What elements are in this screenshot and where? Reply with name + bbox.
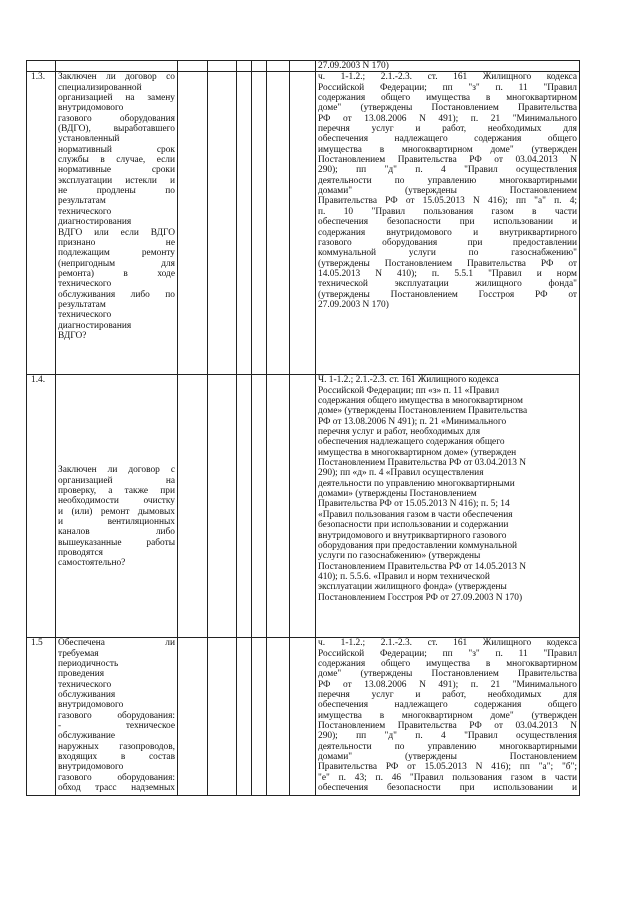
question-line: ремонта) в ходе bbox=[58, 268, 175, 279]
question-line: службы в случае, если bbox=[58, 155, 175, 166]
law-line: Российской Федерации; пп "з" п. 11 "Правил bbox=[318, 82, 577, 93]
question-line: периодичность bbox=[58, 659, 119, 670]
question-cell bbox=[56, 375, 178, 638]
law-line: газового оборудования при предоставлении bbox=[318, 237, 577, 248]
law-line: Постановлением Правительства РФ от 03.04.2013 N bbox=[318, 458, 526, 469]
answer-no-cell bbox=[208, 72, 237, 375]
law-line: безопасности при использовании и содержании bbox=[318, 520, 509, 531]
question-line: (ВДГО), выработавшего bbox=[58, 124, 175, 135]
law-line: деятельности по управлению многоквартирными bbox=[318, 175, 577, 186]
question-line: (непригодным для bbox=[58, 258, 175, 269]
row-number bbox=[27, 61, 56, 72]
question-line: проведения bbox=[58, 669, 105, 680]
answer-yes-cell bbox=[178, 375, 208, 638]
question-line: и вентиляционных bbox=[58, 517, 175, 528]
law-line: (утверждены Постановлением Госстроя РФ от bbox=[318, 289, 577, 300]
law-line: услуги по газоснабжению» (утверждены bbox=[318, 551, 481, 562]
law-line: 14.05.2013 N 410); п. 5.5.1 "Правил и норм bbox=[318, 268, 577, 279]
law-line: внутридомового и внутриквартирного газового bbox=[318, 530, 507, 541]
law-line: обеспечения надлежащего содержания общего bbox=[318, 437, 505, 448]
question-cell bbox=[56, 72, 178, 375]
table-row bbox=[27, 72, 580, 375]
law-line: имущества в многоквартирном доме» (утвержден bbox=[318, 447, 517, 458]
law-line: содержания общего имущества в многоквартирном bbox=[318, 396, 523, 407]
law-line: ч. 1-1.2.; 2.1.-2.3. ст. 161 Жилищного кодекса bbox=[318, 638, 577, 649]
law-line: содержания внутридомового и внутриквартирного bbox=[318, 227, 577, 238]
question-line: обслуживание bbox=[58, 731, 116, 742]
law-line: обеспечения безопасности при использовании и bbox=[318, 783, 577, 794]
answer-extra-cell bbox=[252, 638, 267, 796]
legal-basis-cell bbox=[316, 638, 580, 796]
law-line: доме» (утверждены Постановлением Правительства bbox=[318, 406, 528, 417]
question-line: и (или) ремонт дымовых bbox=[58, 506, 175, 517]
question-line: газового оборудования bbox=[58, 113, 175, 124]
question-line: технического bbox=[58, 206, 112, 217]
answer-na-cell bbox=[237, 72, 252, 375]
question-line: входящих в состав bbox=[58, 752, 175, 763]
law-line: перечня услуг и работ, необходимых для bbox=[318, 427, 481, 438]
law-line: Ч. 1-1.2.; 2.1.-2.3. ст. 161 Жилищного кодекса bbox=[318, 375, 499, 386]
answer-na-cell bbox=[237, 638, 252, 796]
question-line: обслуживания bbox=[58, 690, 116, 701]
question-line: внутридомового bbox=[58, 762, 124, 773]
law-line: перечня услуг и работ, необходимых для bbox=[318, 124, 577, 135]
question-line: каналов либо bbox=[58, 527, 175, 538]
law-line: ч. 1-1.2.; 2.1.-2.3. ст. 161 Жилищного кодекса bbox=[318, 72, 577, 83]
law-line: содержания общего имущества в многоквартирном bbox=[318, 659, 577, 670]
question-line: организацией на bbox=[58, 475, 175, 486]
question-line: ВДГО или если ВДГО bbox=[58, 227, 175, 238]
law-line: технической эксплуатации жилищного фонда" bbox=[318, 279, 577, 290]
question-line: самостоятельно? bbox=[58, 558, 126, 569]
question-line: требуемая bbox=[58, 648, 99, 659]
row-number: 1.3. bbox=[27, 72, 56, 375]
law-line: 27.09.2003 N 170) bbox=[318, 61, 389, 71]
law-line: домами" (утверждены Постановлением bbox=[318, 752, 577, 763]
table-row bbox=[27, 61, 580, 72]
law-line: РФ от 13.08.2006 N 491); п. 21 "Минимального bbox=[318, 679, 577, 690]
answer-comment-cell bbox=[290, 72, 316, 375]
table-row bbox=[27, 638, 580, 796]
answer-yes-cell bbox=[178, 61, 208, 72]
question-line: диагностирования bbox=[58, 217, 132, 228]
legal-basis-cell bbox=[316, 375, 580, 638]
answer-extra-cell bbox=[252, 375, 267, 638]
question-line: Заключен ли договор с bbox=[58, 465, 175, 476]
question-line: технического bbox=[58, 310, 112, 321]
law-line: содержания общего имущества в многоквартирном bbox=[318, 93, 577, 104]
answer-comment-cell bbox=[290, 61, 316, 72]
law-line: «Правил пользования газом в части обеспечения bbox=[318, 509, 513, 520]
answer-note-cell bbox=[267, 72, 290, 375]
law-line: Российской Федерации; пп «з» п. 11 «Правил bbox=[318, 385, 500, 396]
question-line: проверку, а также при bbox=[58, 486, 175, 497]
law-line: Правительства РФ от 15.05.2013 N 416); пп "а" п. 4; bbox=[318, 196, 577, 207]
law-line: (утверждены Постановлением Правительства РФ от bbox=[318, 258, 577, 269]
law-line: Правительства РФ от 15.05.2013 N 416); пп "а"; "б"; bbox=[318, 762, 577, 773]
question-line: результатам bbox=[58, 299, 106, 310]
law-line: Постановлением Госстроя РФ от 27.09.2003 N 170) bbox=[318, 592, 523, 603]
law-line: имущества в многоквартирном доме" (утвержден bbox=[318, 144, 577, 155]
question-line: внутридомового bbox=[58, 103, 124, 114]
answer-comment-cell bbox=[290, 375, 316, 638]
answer-yes-cell bbox=[178, 638, 208, 796]
law-line: п. 10 "Правил пользования газом в части bbox=[318, 206, 577, 217]
question-line: - техническое bbox=[58, 721, 175, 732]
law-line: РФ от 13.08.2006 N 491); п. 21 "Минимального bbox=[318, 113, 577, 124]
question-line: проводятся bbox=[58, 548, 103, 559]
law-line: доме" (утверждены Постановлением Правительства bbox=[318, 669, 577, 680]
question-line: вышеуказанные работы bbox=[58, 537, 175, 548]
question-line: обход трасс надземных bbox=[58, 783, 175, 794]
law-line: обеспечения безопасности при использовании и bbox=[318, 217, 577, 228]
question-line: технического bbox=[58, 679, 112, 690]
law-line: 290); пп «д» п. 4 «Правил осуществления bbox=[318, 468, 484, 479]
law-line: домами" (утверждены Постановлением bbox=[318, 186, 577, 197]
law-line: деятельности по управлению многоквартирными bbox=[318, 741, 577, 752]
answer-na-cell bbox=[237, 375, 252, 638]
answer-note-cell bbox=[267, 375, 290, 638]
question-line: внутридомового bbox=[58, 700, 124, 711]
answer-note-cell bbox=[267, 638, 290, 796]
question-line: ВДГО? bbox=[58, 330, 87, 341]
answer-extra-cell bbox=[252, 61, 267, 72]
document-page bbox=[26, 60, 580, 796]
law-line: эксплуатации жилищного фонда» (утверждены bbox=[318, 582, 507, 593]
law-line: коммунальной услуги по газоснабжению" bbox=[318, 248, 577, 259]
question-line: эксплуатации истекли и bbox=[58, 175, 175, 186]
question-line: результатам bbox=[58, 196, 106, 207]
law-line: РФ от 13.08.2006 N 491); п. 21 «Минимального bbox=[318, 416, 507, 427]
law-line: 410); п. 5.5.6. «Правил и норм технической bbox=[318, 571, 490, 582]
law-line: деятельности по управлению многоквартирными bbox=[318, 478, 515, 489]
question-cell bbox=[56, 638, 178, 796]
question-line: газового оборудования: bbox=[58, 772, 175, 783]
law-line: обеспечения надлежащего содержания общего bbox=[318, 134, 577, 145]
legal-basis-cell bbox=[316, 61, 580, 72]
law-line: 290); пп "д" п. 4 "Правил осуществления bbox=[318, 731, 577, 742]
answer-na-cell bbox=[237, 61, 252, 72]
answer-no-cell bbox=[208, 61, 237, 72]
law-line: Постановлением Правительства РФ от 14.05.2013 N bbox=[318, 561, 526, 572]
question-line: специализированной bbox=[58, 82, 142, 93]
question-cell bbox=[56, 61, 178, 72]
law-line: обеспечения надлежащего содержания общего bbox=[318, 700, 577, 711]
question-line: не продлены по bbox=[58, 186, 175, 197]
question-line: Заключен ли договор со bbox=[58, 72, 175, 83]
law-line: домами» (утверждены Постановлением bbox=[318, 489, 477, 500]
question-line: газового оборудования: bbox=[58, 710, 175, 721]
question-line: диагностирования bbox=[58, 320, 132, 331]
question-line: наружных газопроводов, bbox=[58, 741, 175, 752]
question-line: установленный bbox=[58, 134, 120, 145]
question-line: подлежащим ремонту bbox=[58, 248, 175, 259]
law-line: оборудования при предоставлении коммунальной bbox=[318, 540, 518, 551]
table-row bbox=[27, 375, 580, 638]
answer-yes-cell bbox=[178, 72, 208, 375]
legal-basis-cell bbox=[316, 72, 580, 375]
law-line: доме" (утверждены Постановлением Правительства bbox=[318, 103, 577, 114]
question-line: необходимости очистку bbox=[58, 496, 175, 507]
answer-no-cell bbox=[208, 638, 237, 796]
law-line: Российской Федерации; пп "з" п. 11 "Правил bbox=[318, 648, 577, 659]
question-line: организацией на замену bbox=[58, 93, 175, 104]
question-line: признано не bbox=[58, 237, 175, 248]
inspection-checklist-table bbox=[26, 60, 580, 796]
question-line: нормативные сроки bbox=[58, 165, 175, 176]
answer-extra-cell bbox=[252, 72, 267, 375]
answer-comment-cell bbox=[290, 638, 316, 796]
law-line: 290); пп "д" п. 4 "Правил осуществления bbox=[318, 165, 577, 176]
law-line: Постановлением Правительства РФ от 03.04.2013 N bbox=[318, 721, 577, 732]
law-line: Правительства РФ от 15.05.2013 N 416); п. 5; 14 bbox=[318, 499, 510, 510]
law-line: "е" п. 43; п. 46 "Правил пользования газом в части bbox=[318, 772, 577, 783]
law-line: имущества в многоквартирном доме" (утвержден bbox=[318, 710, 577, 721]
law-line: перечня услуг и работ, необходимых для bbox=[318, 690, 577, 701]
law-line: Постановлением Правительства РФ от 03.04.2013 N bbox=[318, 155, 577, 166]
answer-note-cell bbox=[267, 61, 290, 72]
question-line: технического bbox=[58, 279, 112, 290]
row-number: 1.4. bbox=[27, 375, 56, 638]
question-line: обслуживания либо по bbox=[58, 289, 175, 300]
answer-no-cell bbox=[208, 375, 237, 638]
law-line: 27.09.2003 N 170) bbox=[318, 299, 389, 310]
row-number: 1.5 bbox=[27, 638, 56, 796]
question-line: Обеспечена ли bbox=[58, 638, 175, 649]
question-line: нормативный срок bbox=[58, 144, 175, 155]
